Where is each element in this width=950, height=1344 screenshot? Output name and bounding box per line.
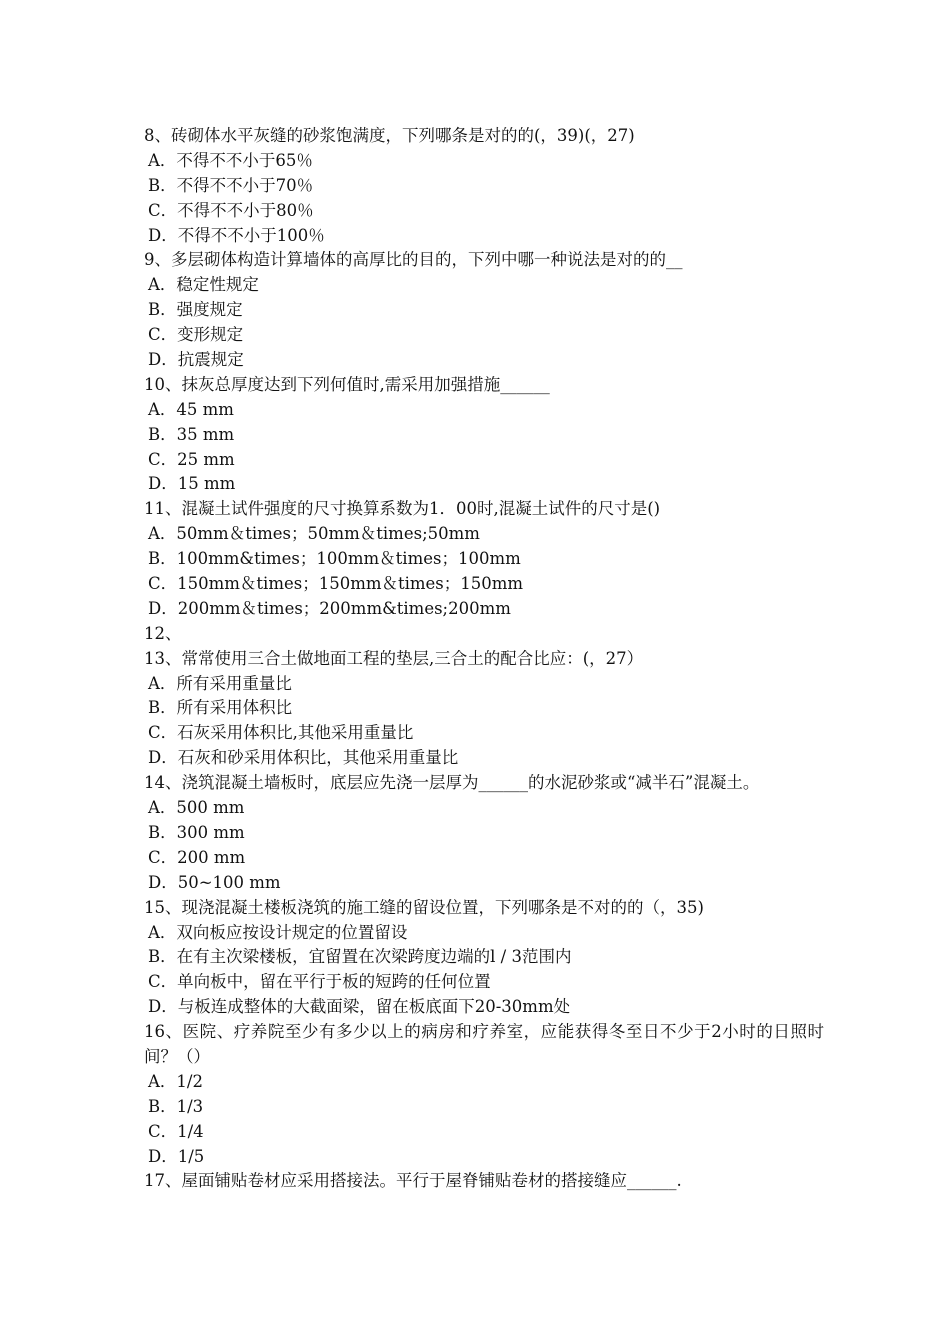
question-10-option-d: D．15 mm (148, 474, 236, 494)
question-10-option-a: A．45 mm (148, 399, 234, 419)
question-13: 13、常常使用三合土做地面工程的垫层,三合土的配合比应：(，27） (144, 648, 644, 668)
question-14-option-b: B．300 mm (148, 822, 245, 842)
question-16-option-c: C．1/4 (148, 1121, 204, 1141)
question-11: 11、混凝土试件强度的尺寸换算系数为1．00时,混凝土试件的尺寸是() (144, 499, 661, 519)
question-9-option-a: A．稳定性规定 (148, 275, 259, 295)
question-10: 10、抹灰总厚度达到下列何值时,需采用加强措施______ (144, 374, 550, 394)
question-14: 14、浇筑混凝土墙板时，底层应先浇一层厚为______的水泥砂浆或“减半石”混凝土。 (144, 773, 760, 793)
question-15-option-a: A．双向板应按设计规定的位置留设 (148, 922, 408, 942)
question-10-option-b: B．35 mm (148, 424, 235, 444)
question-9-option-c: C．变形规定 (148, 325, 244, 345)
question-16-option-a: A．1/2 (148, 1071, 203, 1091)
question-14-option-c: C．200 mm (148, 847, 246, 867)
question-9: 9、多层砌体构造计算墙体的高厚比的目的，下列中哪一种说法是对的的__ (144, 250, 683, 270)
question-16: 16、医院、疗养院至少有多少以上的病房和疗养室，应能获得冬至日不少于2小时的日照时间？（） (144, 1022, 824, 1066)
question-13-option-d: D．石灰和砂采用体积比，其他采用重量比 (148, 748, 459, 768)
question-8-option-c: C．不得不不小于80％ (148, 200, 314, 220)
question-11-option-c: C．150mm＆times；150mm＆times；150mm (148, 574, 524, 594)
question-13-option-a: A．所有采用重量比 (148, 673, 292, 693)
question-8-option-d: D．不得不不小于100％ (148, 225, 325, 245)
question-13-option-c: C．石灰采用体积比,其他采用重量比 (148, 723, 414, 743)
question-9-option-b: B．强度规定 (148, 300, 243, 320)
document-page (144, 124, 824, 1194)
question-15-option-b: B．在有主次梁楼板，宜留置在次梁跨度边端的l / 3范围内 (148, 947, 572, 967)
question-11-option-b: B．100mm&times；100mm＆times；100mm (148, 549, 521, 569)
question-17: 17、屋面铺贴卷材应采用搭接法。平行于屋脊铺贴卷材的搭接缝应______. (144, 1171, 682, 1191)
question-8: 8、砖砌体水平灰缝的砂浆饱满度，下列哪条是对的的(，39)(，27) (144, 126, 635, 145)
question-16-option-d: D．1/5 (148, 1146, 205, 1166)
question-14-option-a: A．500 mm (148, 798, 245, 818)
question-15-option-d: D．与板连成整体的大截面梁，留在板底面下20-30mm处 (148, 997, 571, 1017)
question-12: 12、 (144, 623, 182, 643)
question-8-option-b: B．不得不不小于70％ (148, 175, 314, 195)
question-14-option-d: D．50~100 mm (148, 872, 281, 892)
question-8-option-a: A．不得不不小于65％ (148, 150, 313, 170)
question-13-option-b: B．所有采用体积比 (148, 698, 293, 718)
question-15: 15、现浇混凝土楼板浇筑的施工缝的留设位置，下列哪条是不对的的（，35) (144, 897, 704, 917)
question-11-option-d: D．200mm＆times；200mm&times;200mm (148, 598, 511, 618)
question-15-option-c: C．单向板中，留在平行于板的短跨的任何位置 (148, 972, 491, 992)
question-16-option-b: B．1/3 (148, 1096, 204, 1116)
question-10-option-c: C．25 mm (148, 449, 235, 469)
question-9-option-d: D．抗震规定 (148, 350, 244, 370)
question-11-option-a: A．50mm＆times；50mm＆times;50mm (148, 524, 480, 544)
